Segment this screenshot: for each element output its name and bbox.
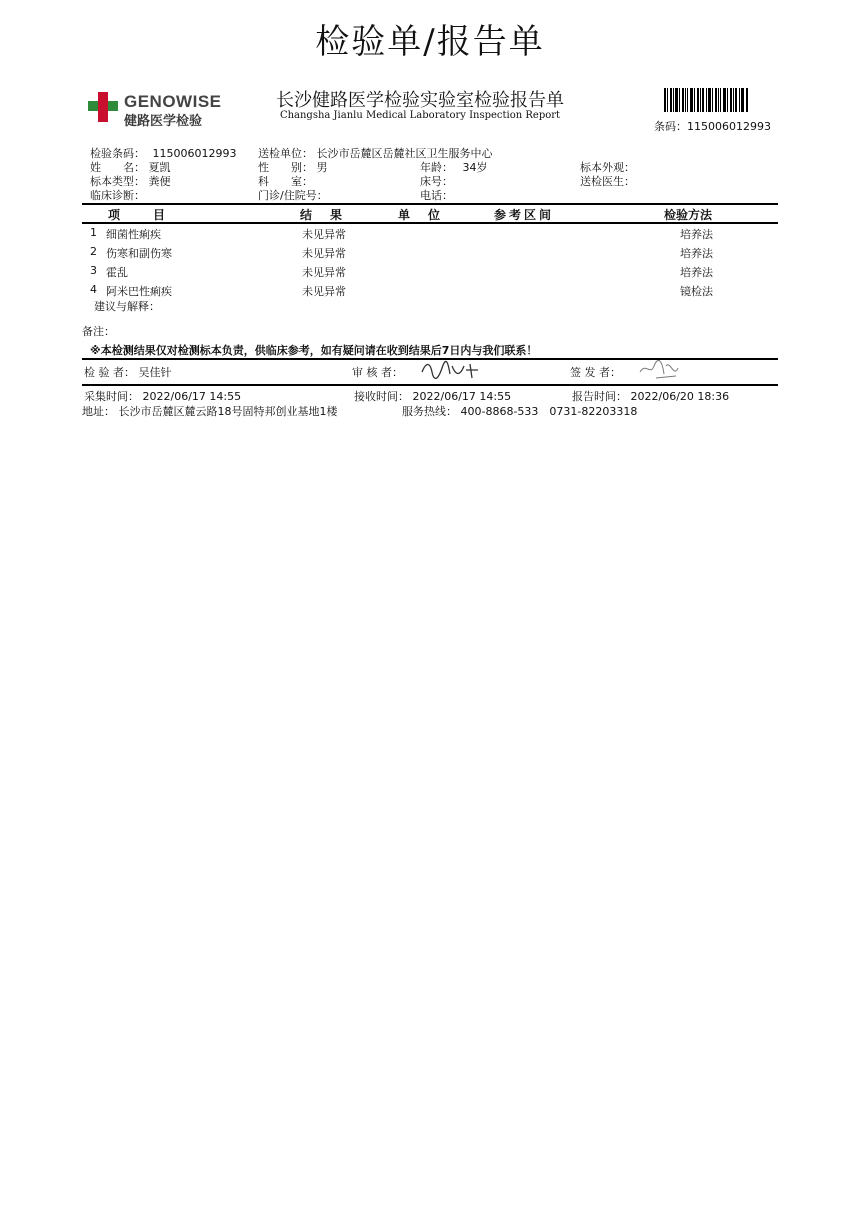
info-label: 性 别： [258,161,313,174]
report-time [572,388,729,404]
row-item: 阿米巴性痢疾 [106,285,172,298]
col-header-unit: 单 位 [398,208,444,222]
divider [82,203,778,205]
hotline-label: 服务热线： [402,405,457,418]
info-label: 床号： [420,175,453,188]
divider [82,384,778,386]
barcode-value: 115006012993 [687,120,771,133]
sign-value: 吴佳针 [138,366,172,379]
info-label: 送检医生： [580,175,635,188]
reviewer-signature-icon [420,358,480,382]
table-row [90,264,97,277]
issuer-label: 签 发 者： [570,366,621,379]
tester [84,364,172,380]
row-result: 未见异常 [302,266,346,279]
col-header-item: 项 目 [108,208,169,222]
info-value: 115006012993 [152,147,237,160]
row-number: 1 [90,226,97,239]
info-label: 标本外观： [580,161,635,174]
row-item: 细菌性痢疾 [106,228,161,241]
table-row [90,245,97,258]
row-result: 未见异常 [302,228,346,241]
logo-text-en: GENOWISE [124,92,222,111]
collect-time [84,388,241,404]
time-label: 报告时间： [572,390,627,403]
table-row [90,226,97,239]
hotline-value: 400-8868-533 0731-82203318 [460,405,638,418]
time-label: 采集时间： [84,390,139,403]
info-value: 34岁 [462,161,488,174]
barcode-icon [664,88,748,112]
receive-time [354,388,511,404]
row-number: 2 [90,245,97,258]
col-header-method: 检验方法 [664,208,713,222]
time-value: 2022/06/20 18:36 [630,390,730,403]
issuer-signature-icon [636,356,686,382]
time-label: 接收时间： [354,390,409,403]
time-value: 2022/06/17 14:55 [412,390,512,403]
barcode-label: 条码： [654,120,687,133]
hotline [402,403,637,419]
remarks-label: 备注： [82,325,115,338]
report-title-en: Changsha Jianlu Medical Laboratory Inspection Report [279,110,561,121]
divider [82,222,778,224]
logo-text-cn: 健路医学检验 [124,114,203,129]
info-label: 临床诊断： [90,189,145,202]
info-outpatient [258,187,328,203]
plus-cross-logo-icon [86,90,120,124]
row-result: 未见异常 [302,285,346,298]
row-method: 镜检法 [680,285,713,298]
info-label: 送检单位： [258,147,313,160]
advice-label: 建议与解释： [94,300,160,313]
table-row [90,283,97,296]
info-doctor [580,173,635,189]
row-number: 3 [90,264,97,277]
info-label: 标本类型： [90,175,145,188]
col-header-result: 结 果 [300,208,346,222]
info-label: 姓 名： [90,161,145,174]
row-method: 培养法 [680,228,713,241]
info-label: 电话： [420,189,453,202]
sign-label: 检 验 者： [84,366,135,379]
info-label: 年龄： [420,161,453,174]
row-item: 霍乱 [106,266,128,279]
info-value: 长沙市岳麓区岳麓社区卫生服务中心 [316,147,493,160]
page-title: 检验单/报告单 [315,22,545,62]
col-header-range: 参考区间 [494,208,555,222]
remarks-note: ※本检测结果仅对检测标本负责，供临床参考，如有疑问请在收到结果后7日内与我们联系！ [90,344,538,357]
address-value: 长沙市岳麓区麓云路18号固特邦创业基地1楼 [118,405,338,418]
info-value: 男 [316,161,328,174]
address [82,403,338,419]
info-phone [420,187,453,203]
row-number: 4 [90,283,97,296]
reviewer-label: 审 核 者： [352,366,403,379]
address-label: 地址： [82,405,115,418]
report-title-cn: 长沙健路医学检验实验室检验报告单 [276,90,564,111]
info-label: 科 室： [258,175,313,188]
info-label: 门诊/住院号： [258,189,328,202]
row-method: 培养法 [680,266,713,279]
row-item: 伤寒和副伤寒 [106,247,172,260]
info-value: 粪便 [148,175,171,188]
barcode-number [654,118,771,134]
time-value: 2022/06/17 14:55 [142,390,242,403]
info-label: 检验条码： [90,147,145,160]
info-diagnosis [90,187,145,203]
row-result: 未见异常 [302,247,346,260]
row-method: 培养法 [680,247,713,260]
info-value: 夏凯 [148,161,171,174]
